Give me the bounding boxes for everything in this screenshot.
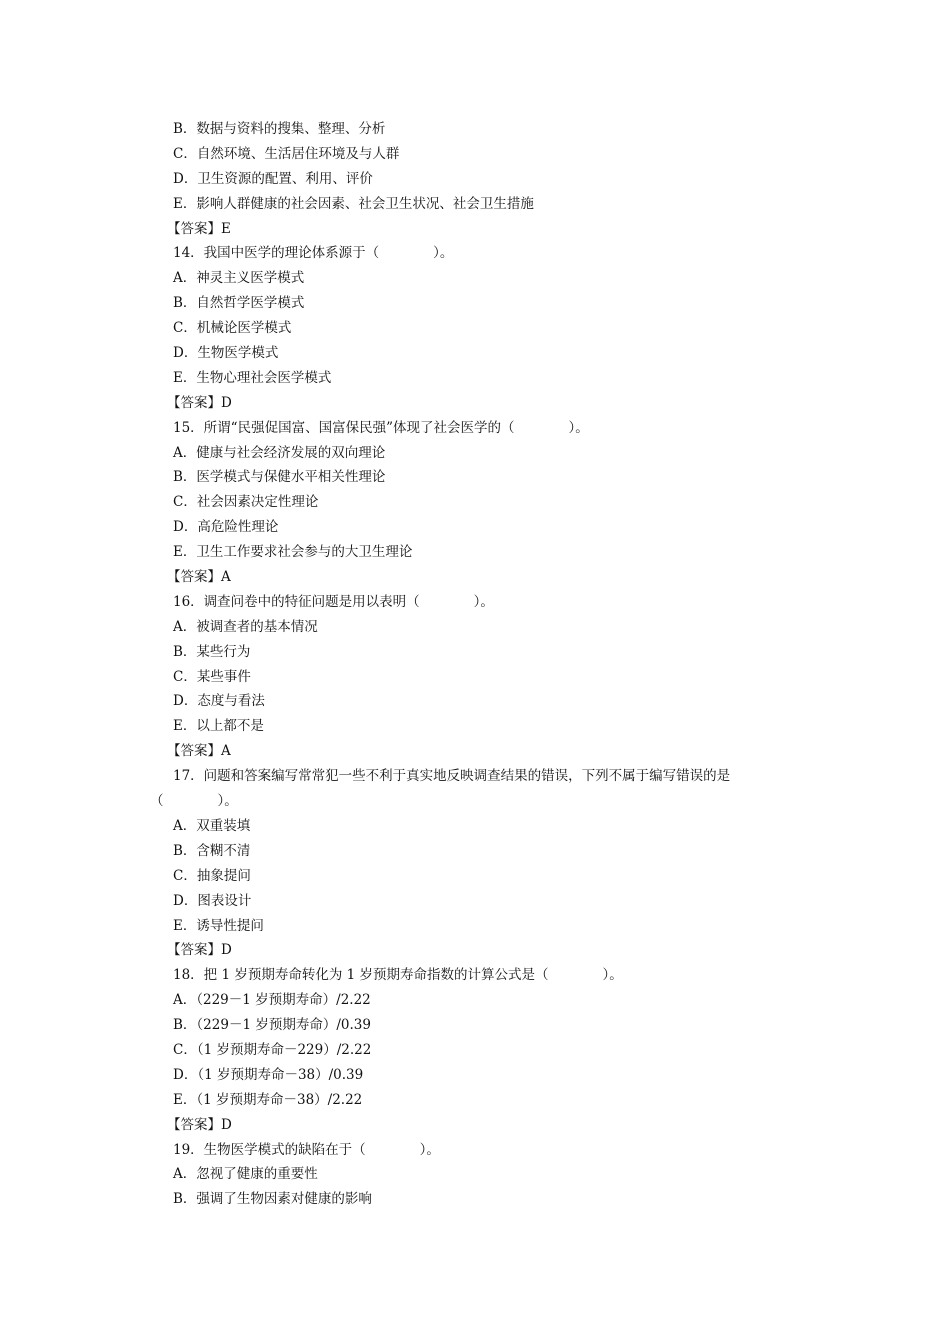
answer-line: 【答案】D [167, 394, 232, 411]
option-line: C．自然环境、生活居住环境及与人群 [173, 145, 400, 162]
option-line: B．强调了生物因素对健康的影响 [173, 1191, 372, 1208]
option-line: E．（1 岁预期寿命－38）/2.22 [173, 1091, 363, 1108]
option-line: C．某些事件 [173, 668, 251, 685]
option-line: D．卫生资源的配置、利用、评价 [173, 170, 373, 187]
option-line: E．生物心理社会医学模式 [173, 369, 332, 386]
question-stem-continued: （ ）。 [150, 793, 238, 810]
question-stem: 17．问题和答案编写常常犯一些不利于真实地反映调查结果的错误，下列不属于编写错误的是 [173, 768, 731, 785]
option-line: C．抽象提问 [173, 867, 251, 884]
option-line: E．诱导性提问 [173, 917, 264, 934]
option-line: A．（229－1 岁预期寿命）/2.22 [173, 992, 371, 1009]
option-line: B．医学模式与保健水平相关性理论 [173, 469, 386, 486]
answer-line: 【答案】D [167, 942, 232, 959]
option-line: D．高危险性理论 [173, 519, 279, 536]
question-stem: 14．我国中医学的理论体系源于（ ）。 [173, 245, 454, 262]
question-stem: 18．把 1 岁预期寿命转化为 1 岁预期寿命指数的计算公式是（ ）。 [173, 967, 623, 984]
answer-line: 【答案】A [167, 743, 231, 760]
answer-line: 【答案】A [167, 569, 231, 586]
option-line: B．含糊不清 [173, 842, 251, 859]
option-line: D．（1 岁预期寿命－38）/0.39 [173, 1066, 364, 1083]
option-line: E．卫生工作要求社会参与的大卫生理论 [173, 544, 413, 561]
option-line: D．生物医学模式 [173, 345, 279, 362]
option-line: A．健康与社会经济发展的双向理论 [173, 444, 386, 461]
option-line: B．自然哲学医学模式 [173, 295, 305, 312]
option-line: E．以上都不是 [173, 718, 264, 735]
option-line: C．社会因素决定性理论 [173, 494, 319, 511]
question-stem: 15．所谓“民强促国富、国富保民强”体现了社会医学的（ ）。 [173, 419, 589, 436]
option-line: A．神灵主义医学模式 [173, 270, 305, 287]
option-line: D．态度与看法 [173, 693, 265, 710]
answer-line: 【答案】E [167, 220, 231, 237]
question-stem: 19．生物医学模式的缺陷在于（ ）。 [173, 1141, 440, 1158]
option-line: D．图表设计 [173, 892, 252, 909]
option-line: A．被调查者的基本情况 [173, 618, 318, 635]
option-line: A．双重装填 [173, 817, 251, 834]
answer-line: 【答案】D [167, 1116, 232, 1133]
option-line: A．忽视了健康的重要性 [173, 1166, 318, 1183]
option-line: B．（229－1 岁预期寿命）/0.39 [173, 1017, 371, 1034]
question-stem: 16．调查问卷中的特征问题是用以表明（ ）。 [173, 593, 494, 610]
option-line: C．（1 岁预期寿命－229）/2.22 [173, 1041, 372, 1058]
option-line: C．机械论医学模式 [173, 320, 292, 337]
option-line: B．数据与资料的搜集、整理、分析 [173, 121, 386, 137]
option-line: E．影响人群健康的社会因素、社会卫生状况、社会卫生措施 [173, 195, 534, 212]
option-line: B．某些行为 [173, 643, 251, 660]
document-page [0, 117, 950, 1212]
